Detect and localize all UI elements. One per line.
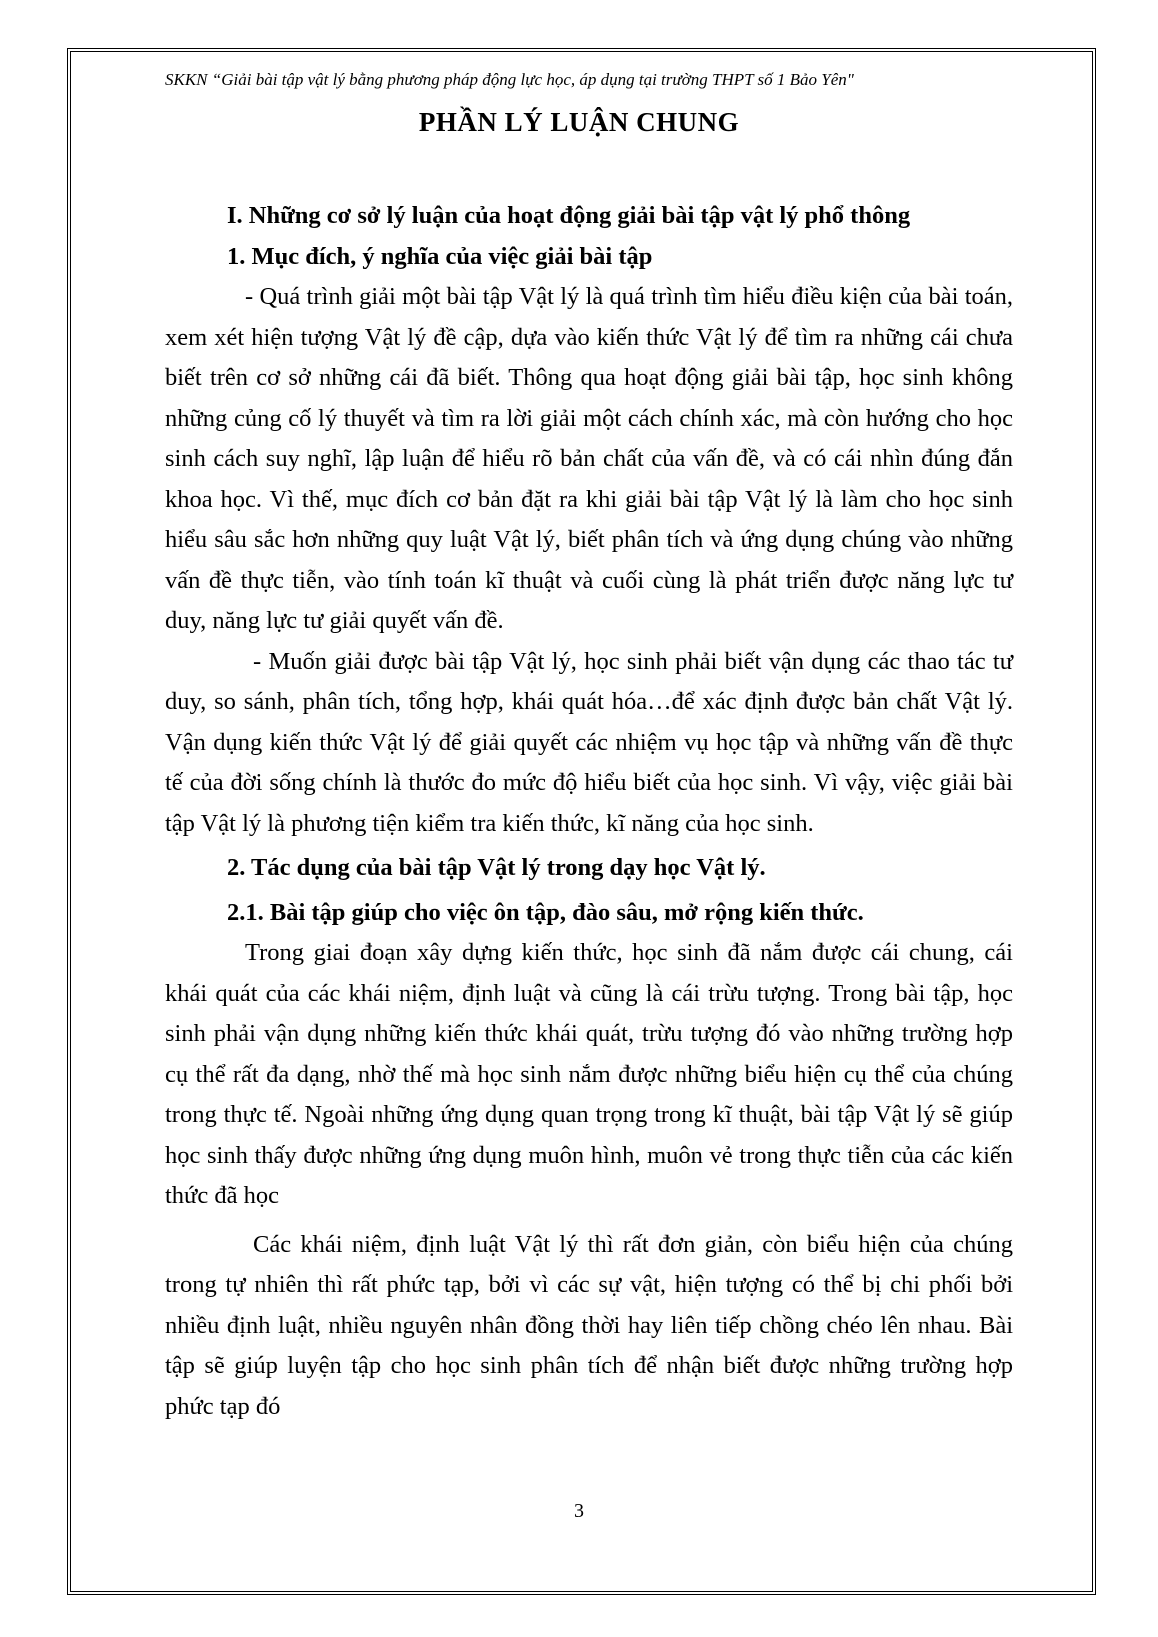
- document-body: [165, 196, 1013, 1427]
- page-title: PHẦN LÝ LUẬN CHUNG: [418, 107, 740, 137]
- paragraph-concepts: Các khái niệm, định luật Vật lý thì rất đơn giản, còn biểu hiện của chúng trong tự nhiên thì rất phức tạp, bởi vì các sự vật, hiện tượng có thể bị chi phối bởi nhiều định luật, nhiều nguyên nhân đồng thời hay liên tiếp chồng chéo lên nhau. Bài tập sẽ giúp luyện tập cho học sinh phân tích để nhận biết được những trường hợp phức tạp đó: [165, 1230, 1013, 1420]
- section-heading: I. Những cơ sở lý luận của hoạt động giải bài tập vật lý phổ thông: [227, 202, 911, 229]
- running-header: SKKN “Giải bài tập vật lý bằng phương pháp động lực học, áp dụng tại trường THPT số 1 Bảo Yên": [165, 70, 854, 89]
- page-number: 3: [574, 1500, 584, 1522]
- paragraph-purpose: - Quá trình giải một bài tập Vật lý là quá trình tìm hiểu điều kiện của bài toán, xem xét hiện tượng Vật lý đề cập, dựa vào kiến thức Vật lý để tìm ra những cái chưa biết trên cơ sở những cái đã biết. Thông qua hoạt động giải bài tập, học sinh không những củng cố lý thuyết và tìm ra lời giải một cách chính xác, mà còn hướng cho học sinh cách suy nghĩ, lập luận để hiểu rõ bản chất của vấn đề, và có cái nhìn đúng đắn khoa học. Vì thế, mục đích cơ bản đặt ra khi giải bài tập Vật lý là làm cho học sinh hiểu sâu sắc hơn những quy luật Vật lý, biết phân tích và ứng dụng chúng vào những vấn đề thực tiễn, vào tính toán kĩ thuật và cuối cùng là phát triển được năng lực tư duy, năng lực tư giải quyết vấn đề.: [165, 283, 1013, 634]
- subsection-heading-purpose: 1. Mục đích, ý nghĩa của việc giải bài tập: [227, 242, 653, 270]
- subsection-heading-review: 2.1. Bài tập giúp cho việc ôn tập, đào sâu, mở rộng kiến thức.: [227, 898, 864, 926]
- paragraph-knowledge: Trong giai đoạn xây dựng kiến thức, học sinh đã nắm được cái chung, cái khái quát của các khái niệm, định luật và cũng là cái trừu tượng. Trong bài tập, học sinh phải vận dụng những kiến thức khái quát, trừu tượng đó vào những trường hợp cụ thể rất đa dạng, nhờ thế mà học sinh nắm được những biểu hiện cụ thể của chúng trong thực tế. Ngoài những ứng dụng quan trọng trong kĩ thuật, bài tập Vật lý sẽ giúp học sinh thấy được những ứng dụng muôn hình, muôn vẻ trong thực tiễn của các kiến thức đã học: [165, 939, 1013, 1209]
- paragraph-skills: - Muốn giải được bài tập Vật lý, học sinh phải biết vận dụng các thao tác tư duy, so sánh, phân tích, tổng hợp, khái quát hóa…để xác định được bản chất Vật lý. Vận dụng kiến thức Vật lý để giải quyết các nhiệm vụ học tập và những vấn đề thực tế của đời sống chính là thước đo mức độ hiểu biết của học sinh. Vì vậy, việc giải bài tập Vật lý là phương tiện kiểm tra kiến thức, kĩ năng của học sinh.: [165, 647, 1013, 837]
- subsection-heading-effects: 2. Tác dụng của bài tập Vật lý trong dạy học Vật lý.: [227, 854, 766, 881]
